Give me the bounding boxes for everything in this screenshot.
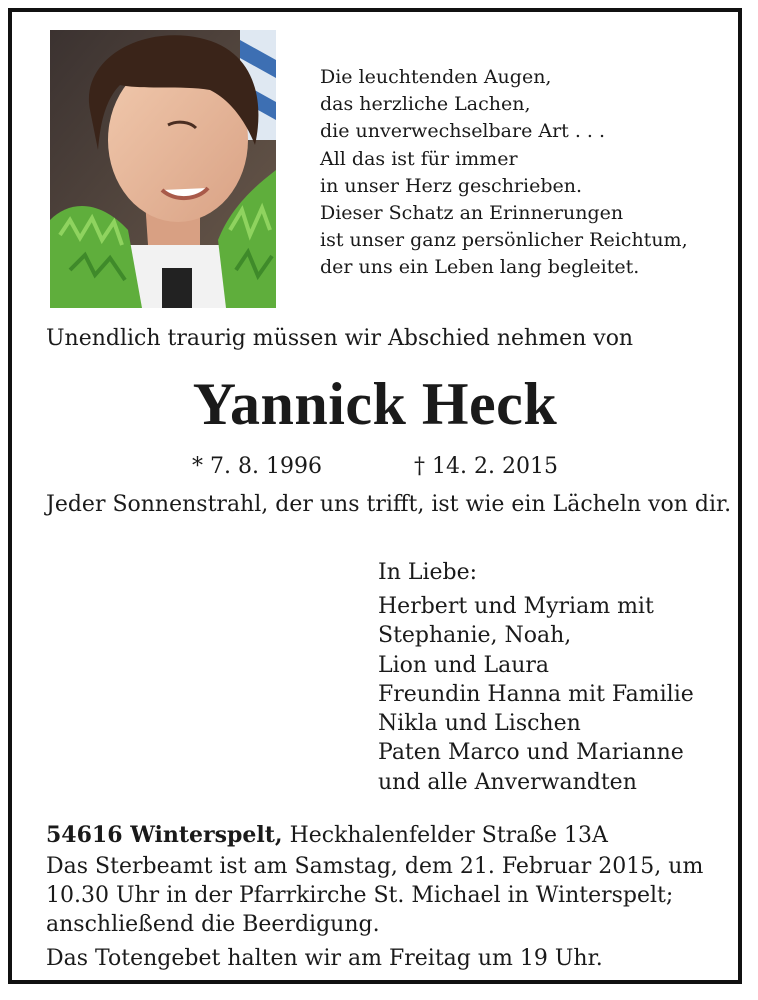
- poem-line: Die leuchtenden Augen,: [320, 66, 552, 88]
- prayer-text: Das Totengebet halten wir am Freitag um 19 Uhr.: [46, 946, 603, 971]
- family-list: [378, 592, 694, 797]
- death-date: † 14. 2. 2015: [414, 454, 558, 479]
- poem-line: in unser Herz geschrieben.: [320, 174, 583, 197]
- poem-line: der uns ein Leben lang begleitet.: [320, 256, 640, 279]
- intro-text: Unendlich traurig müssen wir Abschied nehmen von: [46, 326, 634, 351]
- family-member: Lion und Laura: [378, 652, 549, 678]
- address-street: Heckhalenfelder Straße 13A: [289, 823, 608, 848]
- poem-line: Dieser Schatz an Erinnerungen: [320, 202, 624, 225]
- family-member: Paten Marco und Marianne: [378, 740, 684, 766]
- poem-line: All das ist für immer: [320, 147, 518, 170]
- poem-line: ist unser ganz persönlicher Reichtum,: [320, 229, 688, 252]
- family-member: Nikla und Lischen: [378, 711, 581, 737]
- memorial-poem: [320, 64, 730, 282]
- poem-line: das herzliche Lachen,: [320, 93, 531, 116]
- family-member: Stephanie, Noah,: [378, 623, 572, 649]
- family-member: Freundin Hanna mit Familie: [378, 681, 694, 707]
- address: [46, 822, 608, 848]
- quote-text: Jeder Sonnenstrahl, der uns trifft, ist wie ein Lächeln von dir.: [46, 492, 732, 517]
- birth-date: * 7. 8. 1996: [192, 454, 322, 479]
- deceased-name: Yannick Heck: [192, 371, 558, 437]
- poem-line: die unverwechselbare Art . . .: [320, 120, 606, 143]
- family-member: und alle Anverwandten: [378, 769, 637, 795]
- portrait-photo: [50, 30, 276, 308]
- funeral-service-text: Das Sterbeamt ist am Samstag, dem 21. Februar 2015, um 10.30 Uhr in der Pfarrkirche St. Michael in Winterspelt; anschließend die Beerdigung.: [46, 854, 704, 937]
- family-member: Herbert und Myriam mit: [378, 594, 654, 619]
- family-heading: In Liebe:: [378, 560, 478, 585]
- obituary-frame: [8, 8, 742, 984]
- address-place: 54616 Winterspelt,: [46, 822, 283, 848]
